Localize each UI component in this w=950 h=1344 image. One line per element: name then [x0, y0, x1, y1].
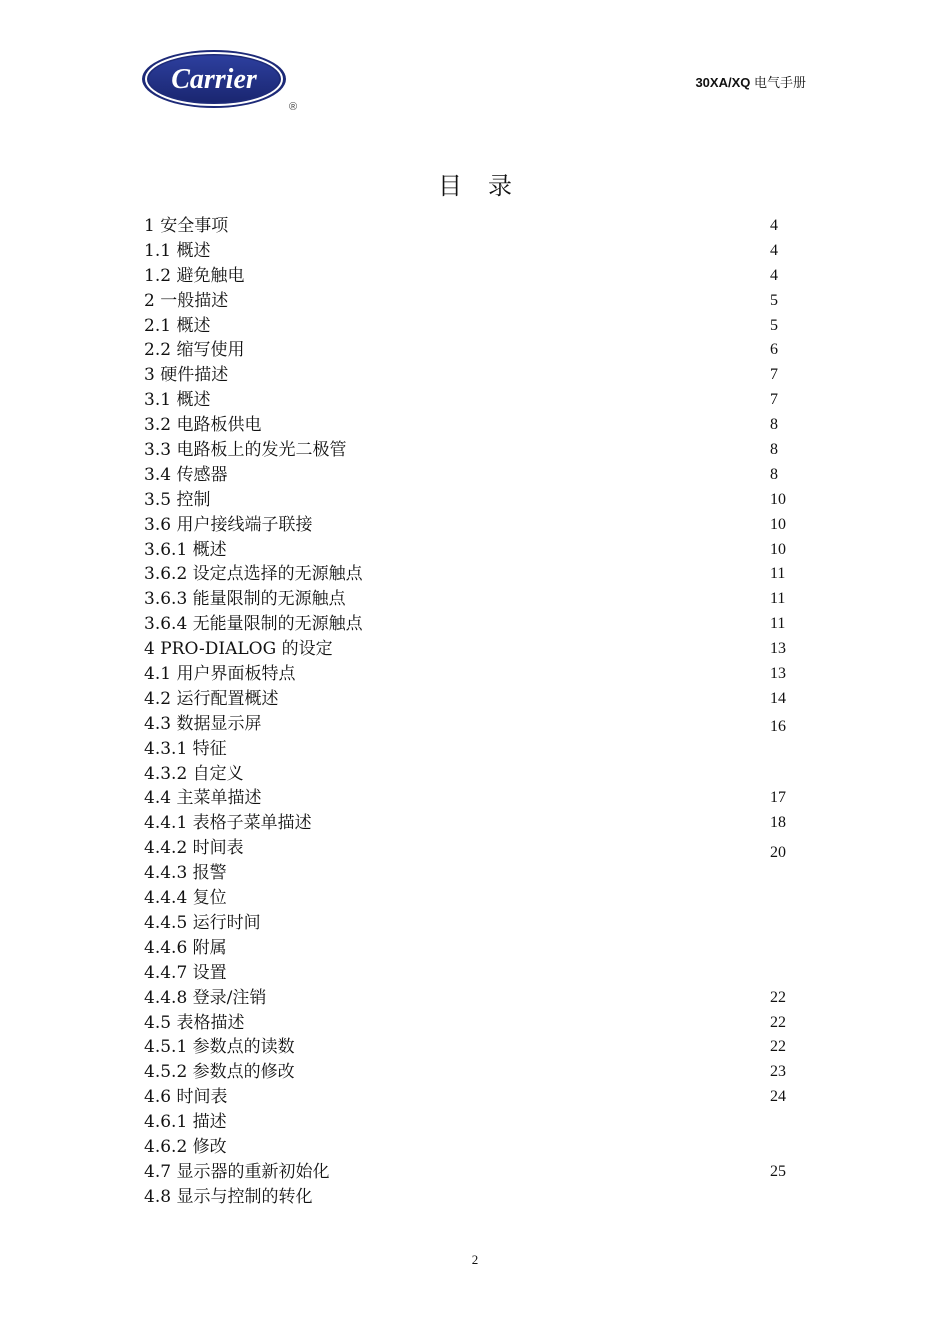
toc-heading: 目录 — [438, 172, 538, 200]
toc-entry[interactable] — [144, 911, 794, 936]
toc-entry-title: 2.1 概述 — [144, 315, 211, 336]
toc-entry[interactable] — [144, 488, 794, 513]
toc-entry[interactable] — [144, 861, 794, 886]
toc-entry-title: 4.4 主菜单描述 — [144, 788, 262, 809]
toc-entry-title: 4.6.1 描述 — [144, 1112, 227, 1133]
toc-entry[interactable] — [144, 363, 794, 388]
toc-entry-title: 4.5 表格描述 — [144, 1012, 245, 1033]
toc-entry[interactable] — [144, 1160, 794, 1185]
toc-entry[interactable] — [144, 737, 794, 762]
toc-entry-page: 4 — [770, 266, 778, 284]
table-of-contents — [144, 214, 794, 1210]
toc-entry[interactable] — [144, 637, 794, 662]
toc-entry[interactable] — [144, 538, 794, 563]
toc-entry[interactable] — [144, 986, 794, 1011]
toc-entry-page: 10 — [770, 540, 786, 558]
toc-entry-title: 4.8 显示与控制的转化 — [144, 1186, 313, 1207]
toc-entry[interactable] — [144, 712, 794, 737]
toc-entry-page: 5 — [770, 291, 778, 309]
toc-entry-title: 4.2 运行配置概述 — [144, 688, 279, 709]
toc-entry-title: 3.6 用户接线端子联接 — [144, 514, 313, 535]
toc-entry[interactable] — [144, 811, 794, 836]
toc-entry[interactable] — [144, 214, 794, 239]
toc-entry-title: 3.6.3 能量限制的无源触点 — [144, 589, 346, 610]
toc-entry[interactable] — [144, 587, 794, 612]
toc-entry[interactable] — [144, 961, 794, 986]
carrier-logo — [140, 48, 305, 114]
toc-entry-title: 3.1 概述 — [144, 390, 211, 411]
toc-entry[interactable] — [144, 612, 794, 637]
toc-entry[interactable] — [144, 786, 794, 811]
toc-entry-title: 4.4.7 设置 — [144, 962, 227, 983]
toc-entry-page: 14 — [770, 689, 786, 707]
toc-entry-page: 8 — [770, 465, 778, 483]
toc-entry[interactable] — [144, 687, 794, 712]
toc-entry-page: 11 — [770, 565, 786, 583]
toc-entry[interactable] — [144, 289, 794, 314]
toc-entry-title: 3.6.2 设定点选择的无源触点 — [144, 564, 363, 585]
toc-entry-page: 16 — [770, 717, 786, 735]
toc-entry-title: 3 硬件描述 — [144, 365, 229, 386]
toc-entry[interactable] — [144, 513, 794, 538]
toc-entry-title: 4.5.2 参数点的修改 — [144, 1062, 295, 1083]
toc-entry-page: 10 — [770, 490, 786, 508]
toc-entry[interactable] — [144, 388, 794, 413]
toc-entry[interactable] — [144, 413, 794, 438]
toc-entry[interactable] — [144, 338, 794, 363]
toc-entry-title: 4.6.2 修改 — [144, 1136, 227, 1157]
toc-entry-page: 25 — [770, 1162, 786, 1180]
toc-entry-title: 4.7 显示器的重新初始化 — [144, 1161, 330, 1182]
toc-entry-page: 8 — [770, 416, 778, 434]
toc-entry-title: 4.1 用户界面板特点 — [144, 664, 296, 685]
toc-entry-title: 4.6 时间表 — [144, 1087, 228, 1108]
toc-entry-title: 4.3.1 特征 — [144, 738, 227, 759]
toc-entry[interactable] — [144, 1011, 794, 1036]
toc-entry[interactable] — [144, 1035, 794, 1060]
toc-entry-page: 13 — [770, 640, 786, 658]
toc-entry-page: 11 — [770, 615, 786, 633]
toc-entry-title: 4.4.4 复位 — [144, 888, 227, 909]
toc-entry-title: 4.3.2 自定义 — [144, 763, 244, 784]
toc-entry[interactable] — [144, 314, 794, 339]
toc-entry-title: 4.4.5 运行时间 — [144, 912, 261, 933]
toc-entry[interactable] — [144, 463, 794, 488]
toc-entry[interactable] — [144, 1110, 794, 1135]
toc-entry-title: 4.4.8 登录/注销 — [144, 987, 267, 1008]
doc-name: 电气手册 — [753, 75, 806, 90]
doc-code: 30XA/XQ — [695, 75, 751, 90]
toc-entry-page: 18 — [770, 814, 786, 832]
toc-entry-page: 10 — [770, 515, 786, 533]
toc-entry[interactable] — [144, 1185, 794, 1210]
toc-entry-title: 1.1 概述 — [144, 240, 211, 261]
toc-entry-title: 3.6.4 无能量限制的无源触点 — [144, 614, 363, 635]
toc-entry[interactable] — [144, 936, 794, 961]
toc-entry[interactable] — [144, 1085, 794, 1110]
toc-entry-page: 24 — [770, 1088, 786, 1106]
toc-entry-title: 3.4 传感器 — [144, 464, 228, 485]
registered-mark: ® — [288, 101, 298, 113]
page-number: 2 — [471, 1252, 479, 1267]
toc-entry-title: 4 PRO-DIALOG 的设定 — [144, 639, 333, 660]
toc-entry-title: 4.4.6 附属 — [144, 937, 227, 958]
toc-entry-page: 7 — [770, 366, 778, 384]
toc-entry-title: 1.2 避免触电 — [144, 265, 245, 286]
toc-entry-title: 4.4.3 报警 — [144, 863, 227, 884]
toc-entry-title: 3.3 电路板上的发光二极管 — [144, 440, 347, 461]
toc-entry[interactable] — [144, 662, 794, 687]
toc-entry-page: 7 — [770, 391, 778, 409]
toc-entry[interactable] — [144, 264, 794, 289]
toc-entry-title: 3.6.1 概述 — [144, 539, 227, 560]
toc-entry-page: 4 — [770, 217, 778, 234]
toc-entry[interactable] — [144, 836, 794, 861]
toc-entry[interactable] — [144, 239, 794, 264]
toc-entry-title: 2.2 缩写使用 — [144, 340, 245, 361]
toc-entry[interactable] — [144, 762, 794, 787]
toc-entry[interactable] — [144, 1060, 794, 1085]
toc-entry-page: 22 — [770, 1038, 786, 1056]
toc-entry-title: 1 安全事项 — [144, 216, 229, 236]
toc-entry-page: 8 — [770, 441, 778, 459]
toc-entry-title: 3.2 电路板供电 — [144, 415, 262, 436]
toc-entry-page: 11 — [770, 590, 786, 608]
toc-entry-page: 20 — [770, 844, 786, 862]
toc-entry[interactable] — [144, 1135, 794, 1160]
toc-entry[interactable] — [144, 562, 794, 587]
toc-entry[interactable] — [144, 886, 794, 911]
toc-entry-page: 13 — [770, 665, 786, 683]
toc-entry-title: 4.5.1 参数点的读数 — [144, 1037, 295, 1058]
toc-entry-page: 22 — [770, 1013, 786, 1031]
toc-entry-title: 3.5 控制 — [144, 489, 211, 510]
toc-entry-page: 4 — [770, 241, 778, 259]
toc-entry-title: 2 一般描述 — [144, 290, 229, 311]
toc-entry-page: 23 — [770, 1063, 786, 1081]
toc-entry[interactable] — [144, 438, 794, 463]
logo-wordmark: Carrier — [171, 64, 257, 95]
toc-entry-title: 4.4.1 表格子菜单描述 — [144, 813, 312, 834]
toc-entry-page: 17 — [770, 789, 786, 807]
toc-entry-page: 6 — [770, 341, 778, 359]
toc-entry-title: 4.3 数据显示屏 — [144, 713, 262, 734]
toc-entry-page: 5 — [770, 316, 778, 334]
toc-entry-title: 4.4.2 时间表 — [144, 838, 244, 859]
document-header — [695, 72, 806, 91]
toc-entry-page: 22 — [770, 988, 786, 1006]
